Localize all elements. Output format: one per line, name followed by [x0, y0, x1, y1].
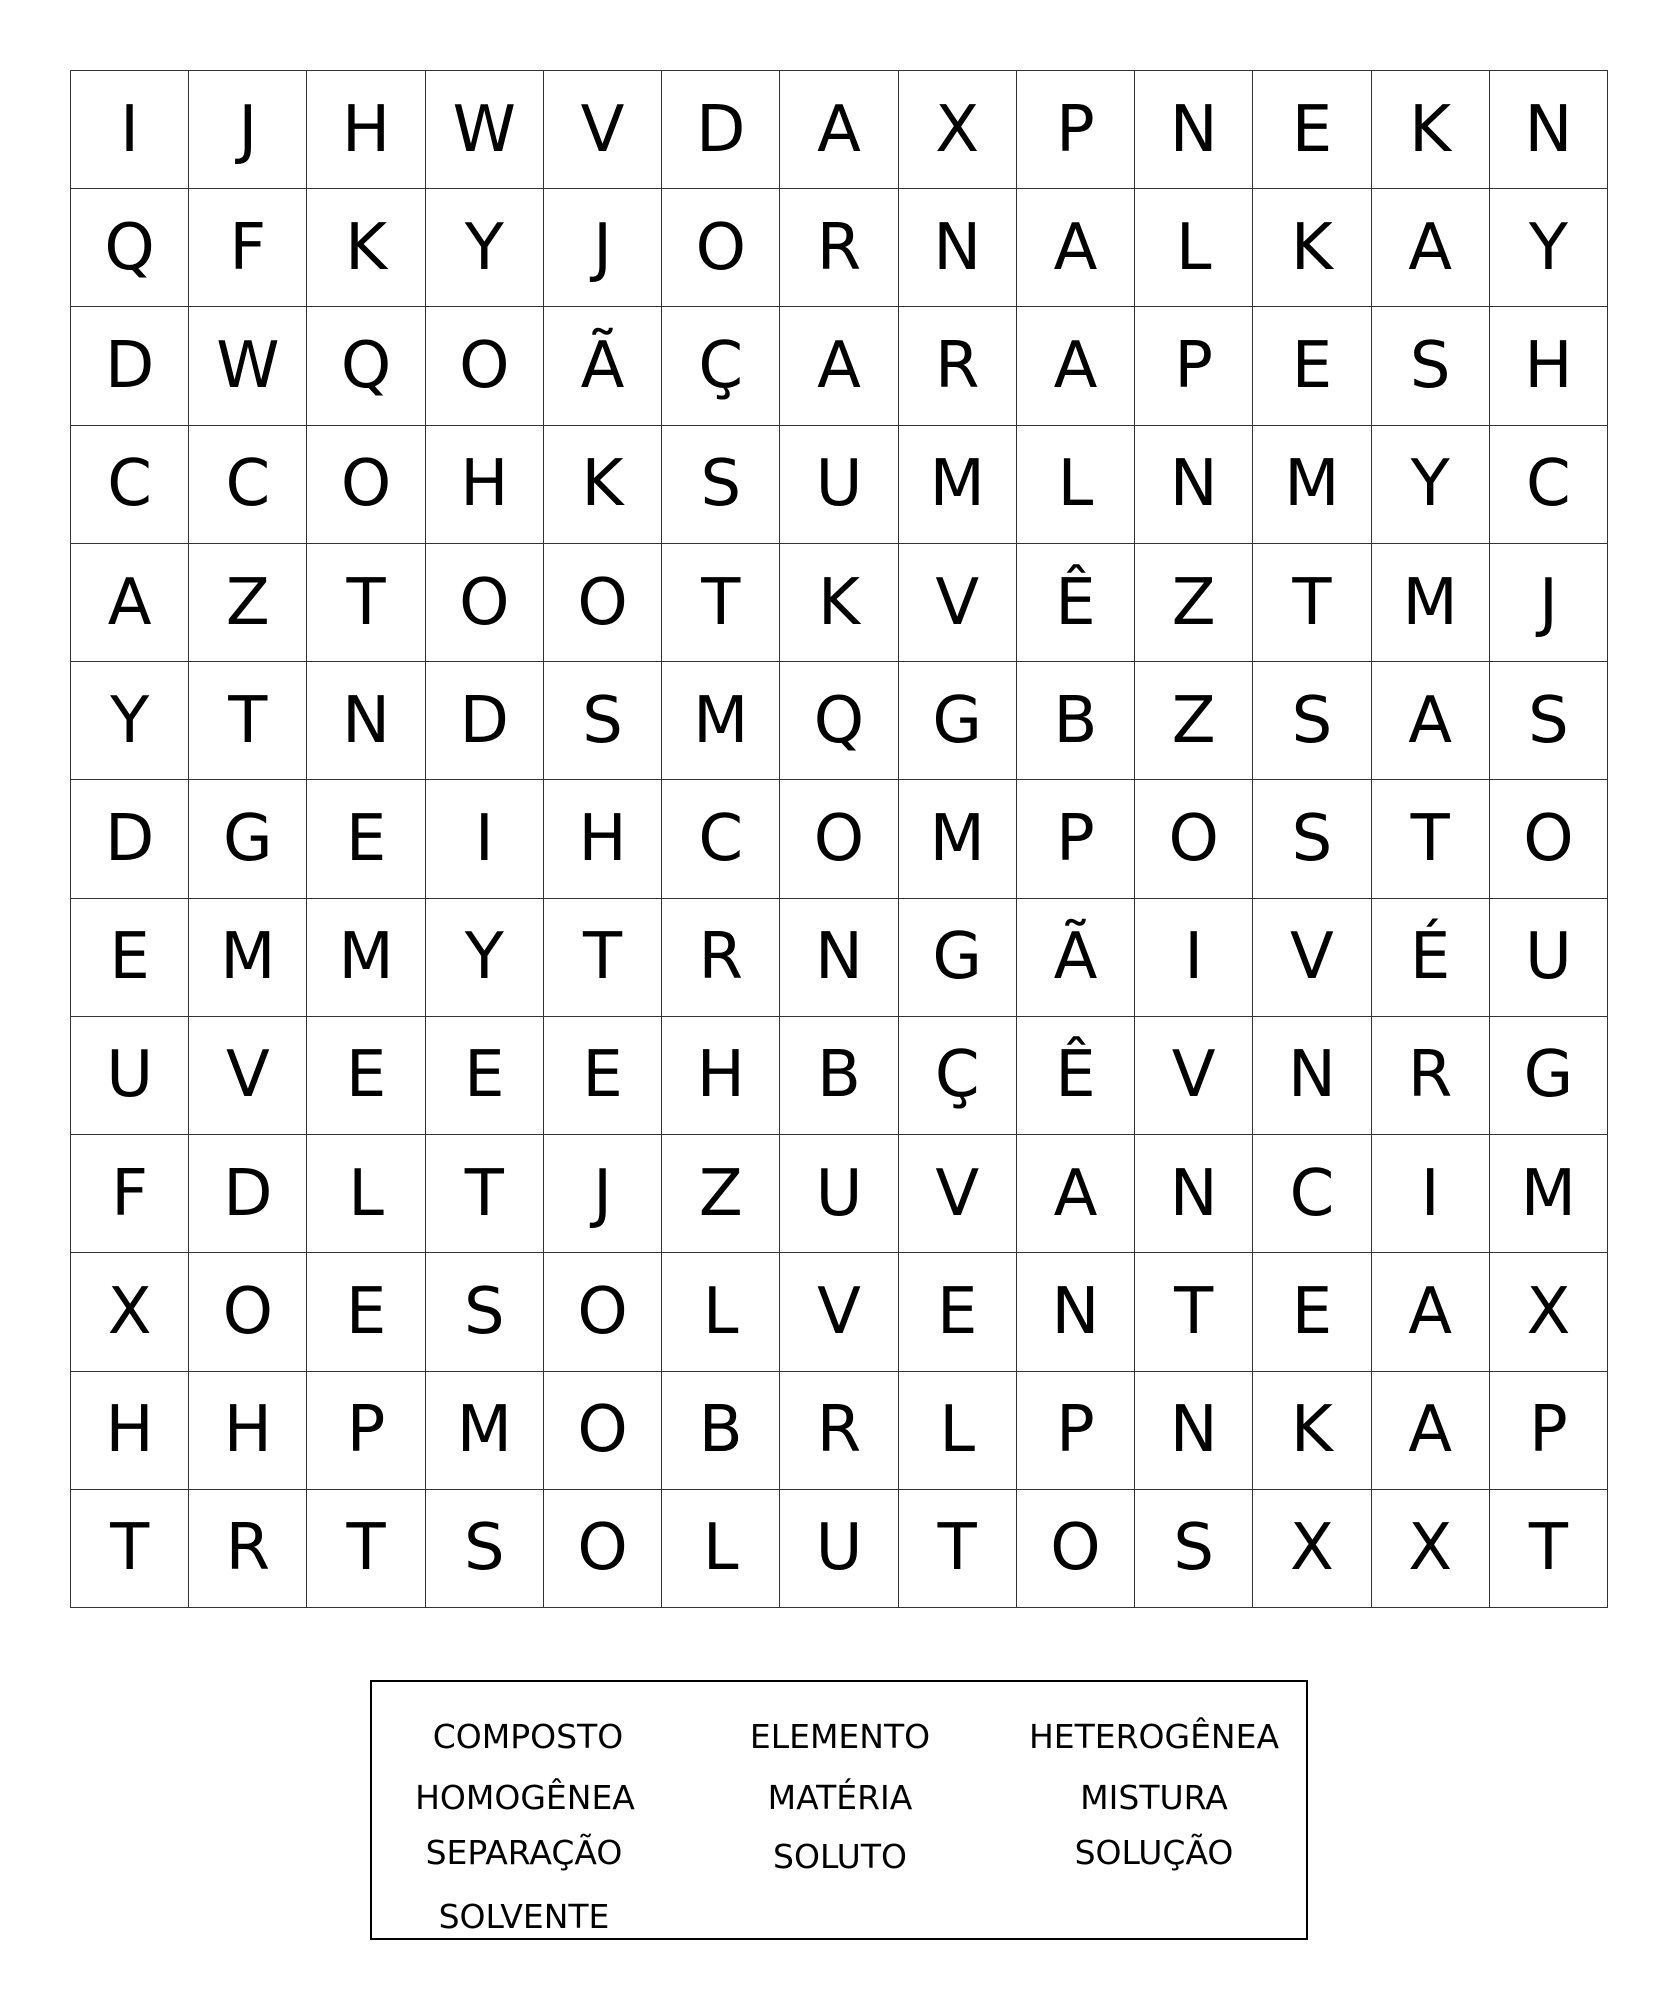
grid-cell[interactable]: J	[544, 189, 662, 307]
grid-cell[interactable]: C	[1490, 426, 1608, 544]
grid-cell[interactable]: J	[1490, 544, 1608, 662]
grid-cell[interactable]: L	[899, 1372, 1017, 1490]
grid-cell[interactable]: U	[780, 426, 898, 544]
grid-cell[interactable]: O	[544, 1372, 662, 1490]
grid-cell[interactable]: N	[1253, 1017, 1371, 1135]
grid-cell[interactable]: A	[1017, 307, 1135, 425]
grid-cell[interactable]: E	[307, 780, 425, 898]
grid-cell[interactable]: U	[780, 1135, 898, 1253]
grid-cell[interactable]: X	[1490, 1253, 1608, 1371]
grid-cell[interactable]: M	[662, 662, 780, 780]
grid-cell[interactable]: H	[662, 1017, 780, 1135]
grid-cell[interactable]: B	[780, 1017, 898, 1135]
grid-cell[interactable]: S	[1490, 662, 1608, 780]
grid-cell[interactable]: O	[544, 1253, 662, 1371]
grid-cell[interactable]: O	[307, 426, 425, 544]
grid-cell[interactable]: S	[1372, 307, 1490, 425]
grid-cell[interactable]: H	[544, 780, 662, 898]
grid-cell[interactable]: A	[1372, 1253, 1490, 1371]
grid-cell[interactable]: Ç	[662, 307, 780, 425]
grid-cell[interactable]: M	[1490, 1135, 1608, 1253]
grid-cell[interactable]: N	[1135, 71, 1253, 189]
grid-cell[interactable]: E	[544, 1017, 662, 1135]
grid-cell[interactable]: S	[426, 1253, 544, 1371]
grid-cell[interactable]: N	[780, 899, 898, 1017]
grid-cell[interactable]: G	[899, 899, 1017, 1017]
grid-cell[interactable]: P	[1135, 307, 1253, 425]
grid-cell[interactable]: I	[1372, 1135, 1490, 1253]
grid-cell[interactable]: T	[71, 1490, 189, 1608]
grid-cell[interactable]: O	[1490, 780, 1608, 898]
grid-cell[interactable]: T	[189, 662, 307, 780]
grid-cell[interactable]: N	[1135, 1135, 1253, 1253]
grid-cell[interactable]: P	[1017, 71, 1135, 189]
grid-cell[interactable]: S	[1135, 1490, 1253, 1608]
grid-cell[interactable]: L	[662, 1253, 780, 1371]
grid-cell[interactable]: O	[780, 780, 898, 898]
grid-cell[interactable]: T	[899, 1490, 1017, 1608]
grid-cell[interactable]: Y	[426, 899, 544, 1017]
word-bank-item: SOLUÇÃO	[1074, 1833, 1234, 1872]
grid-cell[interactable]: H	[71, 1372, 189, 1490]
grid-cell[interactable]: Y	[426, 189, 544, 307]
grid-cell[interactable]: M	[189, 899, 307, 1017]
grid-cell[interactable]: J	[544, 1135, 662, 1253]
grid-cell[interactable]: Y	[71, 662, 189, 780]
grid-cell[interactable]: Z	[662, 1135, 780, 1253]
grid-cell[interactable]: N	[899, 189, 1017, 307]
grid-cell[interactable]: R	[1372, 1017, 1490, 1135]
grid-cell[interactable]: U	[780, 1490, 898, 1608]
grid-cell[interactable]: X	[71, 1253, 189, 1371]
grid-cell[interactable]: O	[1135, 780, 1253, 898]
grid-cell[interactable]: O	[426, 307, 544, 425]
grid-cell[interactable]: Ê	[1017, 1017, 1135, 1135]
grid-cell[interactable]: F	[189, 189, 307, 307]
grid-cell[interactable]: Ã	[544, 307, 662, 425]
grid-cell[interactable]: T	[307, 544, 425, 662]
grid-cell[interactable]: E	[426, 1017, 544, 1135]
grid-cell[interactable]: A	[1372, 662, 1490, 780]
grid-cell[interactable]: A	[780, 307, 898, 425]
grid-cell[interactable]: R	[662, 899, 780, 1017]
grid-cell[interactable]: L	[662, 1490, 780, 1608]
grid-cell[interactable]: Ç	[899, 1017, 1017, 1135]
grid-cell[interactable]: O	[662, 189, 780, 307]
grid-cell[interactable]: M	[1253, 426, 1371, 544]
grid-cell[interactable]: D	[71, 307, 189, 425]
grid-cell[interactable]: Q	[780, 662, 898, 780]
grid-cell[interactable]: C	[1253, 1135, 1371, 1253]
grid-cell[interactable]: V	[544, 71, 662, 189]
grid-cell[interactable]: F	[71, 1135, 189, 1253]
word-bank-item: SOLUTO	[773, 1837, 907, 1876]
grid-cell[interactable]: T	[1490, 1490, 1608, 1608]
grid-cell[interactable]: H	[307, 71, 425, 189]
grid-cell[interactable]: O	[426, 544, 544, 662]
grid-cell[interactable]: X	[899, 71, 1017, 189]
grid-cell[interactable]: C	[189, 426, 307, 544]
grid-cell[interactable]: M	[899, 426, 1017, 544]
grid-cell[interactable]: B	[1017, 662, 1135, 780]
grid-cell[interactable]: D	[426, 662, 544, 780]
grid-cell[interactable]: T	[1253, 544, 1371, 662]
grid-cell[interactable]: S	[662, 426, 780, 544]
grid-cell[interactable]: R	[899, 307, 1017, 425]
grid-cell[interactable]: W	[426, 71, 544, 189]
grid-cell[interactable]: G	[189, 780, 307, 898]
grid-cell[interactable]: S	[544, 662, 662, 780]
grid-cell[interactable]: L	[1135, 189, 1253, 307]
grid-cell[interactable]: N	[1017, 1253, 1135, 1371]
grid-cell[interactable]: C	[662, 780, 780, 898]
grid-cell[interactable]: K	[544, 426, 662, 544]
grid-cell[interactable]: G	[1490, 1017, 1608, 1135]
grid-cell[interactable]: V	[899, 1135, 1017, 1253]
grid-cell[interactable]: É	[1372, 899, 1490, 1017]
grid-cell[interactable]: A	[1017, 1135, 1135, 1253]
grid-cell[interactable]: L	[307, 1135, 425, 1253]
grid-cell[interactable]: O	[1017, 1490, 1135, 1608]
grid-cell[interactable]: M	[899, 780, 1017, 898]
grid-cell[interactable]: N	[307, 662, 425, 780]
grid-cell[interactable]: A	[71, 544, 189, 662]
grid-cell[interactable]: M	[426, 1372, 544, 1490]
grid-cell[interactable]: U	[71, 1017, 189, 1135]
word-bank-item: MISTURA	[1080, 1778, 1228, 1817]
grid-cell[interactable]: A	[1372, 1372, 1490, 1490]
grid-cell[interactable]: B	[662, 1372, 780, 1490]
grid-cell[interactable]: V	[780, 1253, 898, 1371]
grid-cell[interactable]: Ã	[1017, 899, 1135, 1017]
word-bank-item: ELEMENTO	[749, 1717, 931, 1756]
grid-cell[interactable]: Ê	[1017, 544, 1135, 662]
grid-cell[interactable]: S	[1253, 662, 1371, 780]
grid-cell[interactable]: P	[1490, 1372, 1608, 1490]
grid-cell[interactable]: W	[189, 307, 307, 425]
word-bank-item: COMPOSTO	[432, 1717, 624, 1756]
grid-cell[interactable]: O	[544, 544, 662, 662]
grid-cell[interactable]: I	[71, 71, 189, 189]
grid-cell[interactable]: E	[1253, 71, 1371, 189]
word-bank-item: HOMOGÊNEA	[415, 1778, 635, 1817]
grid-cell[interactable]: O	[544, 1490, 662, 1608]
grid-cell[interactable]: K	[1372, 71, 1490, 189]
grid-cell[interactable]: Y	[1372, 426, 1490, 544]
grid-cell[interactable]: A	[1017, 189, 1135, 307]
grid-cell[interactable]: S	[426, 1490, 544, 1608]
grid-cell[interactable]: T	[544, 899, 662, 1017]
grid-cell[interactable]: D	[71, 780, 189, 898]
grid-cell[interactable]: N	[1135, 426, 1253, 544]
grid-cell[interactable]: K	[1253, 1372, 1371, 1490]
grid-cell[interactable]: N	[1135, 1372, 1253, 1490]
grid-cell[interactable]: H	[426, 426, 544, 544]
word-bank-item: SOLVENTE	[438, 1897, 610, 1936]
grid-cell[interactable]: M	[1372, 544, 1490, 662]
grid-cell[interactable]: X	[1372, 1490, 1490, 1608]
grid-cell[interactable]: V	[189, 1017, 307, 1135]
grid-cell[interactable]: K	[780, 544, 898, 662]
grid-cell[interactable]: R	[780, 189, 898, 307]
grid-cell[interactable]: V	[899, 544, 1017, 662]
grid-cell[interactable]: Z	[1135, 662, 1253, 780]
grid-cell[interactable]: T	[662, 544, 780, 662]
grid-cell[interactable]: I	[426, 780, 544, 898]
grid-cell[interactable]: P	[1017, 780, 1135, 898]
grid-cell[interactable]: V	[1135, 1017, 1253, 1135]
grid-cell[interactable]: Z	[189, 544, 307, 662]
word-bank	[370, 1680, 1308, 1940]
word-bank-item: MATÉRIA	[767, 1778, 913, 1817]
grid-cell[interactable]: Q	[71, 189, 189, 307]
word-search-grid	[70, 70, 1608, 1608]
grid-cell[interactable]: Z	[1135, 544, 1253, 662]
grid-cell[interactable]: R	[189, 1490, 307, 1608]
grid-cell[interactable]: E	[899, 1253, 1017, 1371]
grid-cell[interactable]: C	[71, 426, 189, 544]
grid-cell[interactable]: I	[1135, 899, 1253, 1017]
grid-cell[interactable]: Q	[307, 307, 425, 425]
grid-cell[interactable]: E	[71, 899, 189, 1017]
grid-cell[interactable]: E	[307, 1253, 425, 1371]
grid-cell[interactable]: H	[189, 1372, 307, 1490]
grid-cell[interactable]: X	[1253, 1490, 1371, 1608]
word-bank-item: SEPARAÇÃO	[425, 1833, 623, 1872]
grid-cell[interactable]: P	[307, 1372, 425, 1490]
grid-cell[interactable]: T	[1135, 1253, 1253, 1371]
grid-cell[interactable]: L	[1017, 426, 1135, 544]
grid-cell[interactable]: S	[1253, 780, 1371, 898]
grid-cell[interactable]: E	[1253, 307, 1371, 425]
grid-cell[interactable]: D	[662, 71, 780, 189]
grid-cell[interactable]: M	[307, 899, 425, 1017]
grid-cell[interactable]: J	[189, 71, 307, 189]
grid-cell[interactable]: E	[307, 1017, 425, 1135]
grid-cell[interactable]: K	[1253, 189, 1371, 307]
grid-cell[interactable]: V	[1253, 899, 1371, 1017]
grid-cell[interactable]: P	[1017, 1372, 1135, 1490]
grid-cell[interactable]: Y	[1490, 189, 1608, 307]
grid-cell[interactable]: R	[780, 1372, 898, 1490]
word-bank-item: HETEROGÊNEA	[1028, 1717, 1280, 1756]
grid-cell[interactable]: N	[1490, 71, 1608, 189]
grid-cell[interactable]: T	[426, 1135, 544, 1253]
grid-cell[interactable]: A	[1372, 189, 1490, 307]
grid-cell[interactable]: H	[1490, 307, 1608, 425]
grid-cell[interactable]: U	[1490, 899, 1608, 1017]
grid-cell[interactable]: D	[189, 1135, 307, 1253]
grid-cell[interactable]: K	[307, 189, 425, 307]
grid-cell[interactable]: T	[1372, 780, 1490, 898]
grid-cell[interactable]: G	[899, 662, 1017, 780]
grid-cell[interactable]: E	[1253, 1253, 1371, 1371]
grid-cell[interactable]: A	[780, 71, 898, 189]
grid-cell[interactable]: O	[189, 1253, 307, 1371]
grid-cell[interactable]: T	[307, 1490, 425, 1608]
